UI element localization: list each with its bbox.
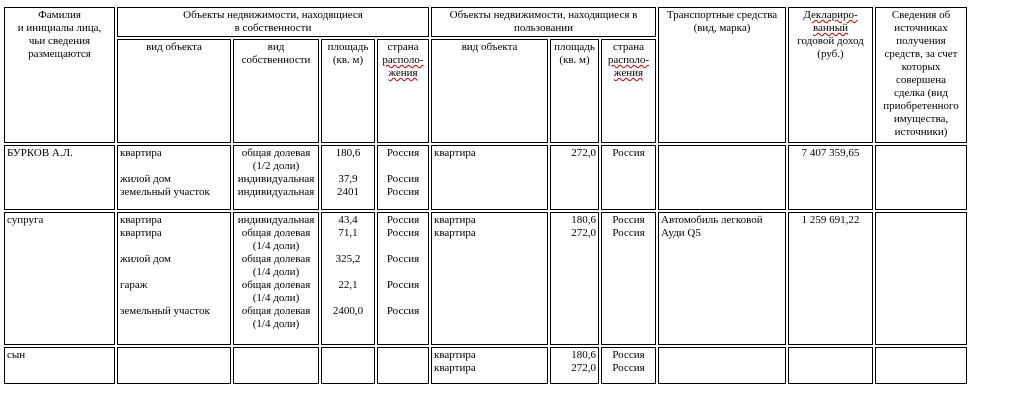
- owned-ownership-types: общая долевая (1/2 доли) индивидуальная индивидуальная: [233, 145, 319, 210]
- person-name: сын: [4, 347, 115, 384]
- used-object-types: квартира квартира: [431, 212, 548, 345]
- sources: [875, 347, 967, 384]
- header-sources: Сведения об источниках получения средств, за счет которых совершена сделка (вид приобретенного имущества, источники): [875, 7, 967, 143]
- header-fio: Фамилия и инициалы лица, чьи сведения размещаются: [4, 7, 115, 143]
- used-countries: Россия Россия: [601, 347, 656, 384]
- header-used-object-type: вид объекта: [431, 39, 548, 143]
- header-used-group: Объекты недвижимости, находящиеся в пользовании: [431, 7, 656, 37]
- used-object-types: квартира квартира: [431, 347, 548, 384]
- owned-countries: [377, 347, 429, 384]
- header-ownership-type: вид собственности: [233, 39, 319, 143]
- header-used-area: площадь (кв. м): [550, 39, 599, 143]
- declaration-table: [2, 5, 969, 386]
- header-owned-group: Объекты недвижимости, находящиеся в собственности: [117, 7, 429, 37]
- table-row: [4, 347, 967, 384]
- table-row: [4, 145, 967, 210]
- income: [788, 347, 873, 384]
- transport: Автомобиль легковой Ауди Q5: [658, 212, 786, 345]
- used-countries: Россия Россия: [601, 212, 656, 345]
- header-object-type: вид объекта: [117, 39, 231, 143]
- owned-areas: [321, 347, 375, 384]
- header-country: страна располо- жения: [377, 39, 429, 143]
- person-name: супруга: [4, 212, 115, 345]
- owned-countries: Россия Россия Россия Россия Россия: [377, 212, 429, 345]
- used-areas: 180,6 272,0: [550, 347, 599, 384]
- used-object-types: квартира: [431, 145, 548, 210]
- owned-areas: 43,4 71,1 325,2 22,1 2400,0: [321, 212, 375, 345]
- used-areas: 180,6 272,0: [550, 212, 599, 345]
- owned-object-types: [117, 347, 231, 384]
- used-areas: 272,0: [550, 145, 599, 210]
- sources: [875, 145, 967, 210]
- used-countries: Россия: [601, 145, 656, 210]
- transport: [658, 145, 786, 210]
- table-row: [4, 212, 967, 345]
- header-transport: Транспортные средства (вид, марка): [658, 7, 786, 143]
- person-name: БУРКОВ А.Л.: [4, 145, 115, 210]
- owned-ownership-types: [233, 347, 319, 384]
- header-used-country: страна располо- жения: [601, 39, 656, 143]
- owned-object-types: квартира жилой дом земельный участок: [117, 145, 231, 210]
- income: 1 259 691,22: [788, 212, 873, 345]
- transport: [658, 347, 786, 384]
- owned-countries: Россия Россия Россия: [377, 145, 429, 210]
- header-area: площадь (кв. м): [321, 39, 375, 143]
- owned-object-types: квартира квартира жилой дом гараж земельный участок: [117, 212, 231, 345]
- owned-areas: 180,6 37,9 2401: [321, 145, 375, 210]
- header-income: Деклариро- ванный годовой доход (руб.): [788, 7, 873, 143]
- income: 7 407 359,65: [788, 145, 873, 210]
- owned-ownership-types: индивидуальная общая долевая (1/4 доли) общая долевая (1/4 доли) общая долевая (1/4 доли) общая долевая (1/4 доли): [233, 212, 319, 345]
- sources: [875, 212, 967, 345]
